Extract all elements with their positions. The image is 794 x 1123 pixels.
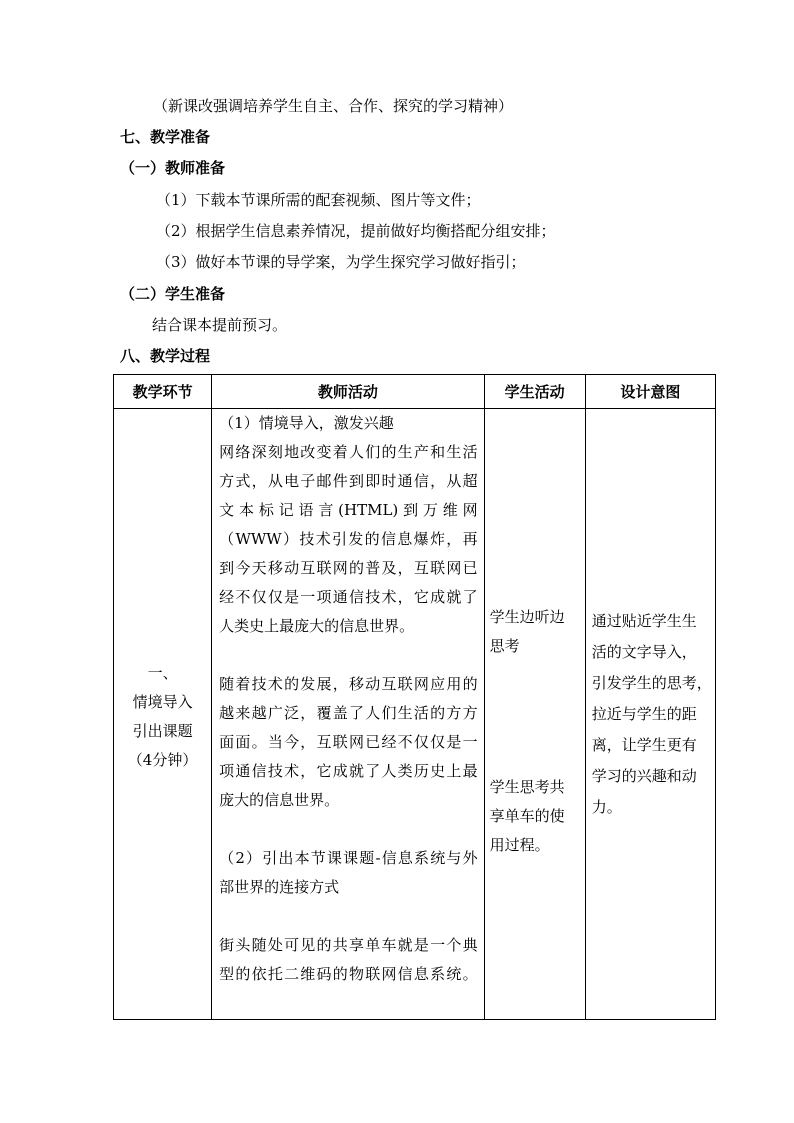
stage-line: 一、	[147, 664, 178, 682]
teacher-line: 人类史上最庞大的信息世界。	[219, 617, 415, 635]
design-line: 通过贴近学生生	[591, 611, 697, 630]
student-activity-cell	[484, 409, 585, 1020]
teacher-line	[219, 815, 477, 844]
teacher-line	[219, 902, 477, 931]
teacher-line: 街头随处可见的共享单车就是一个典	[219, 936, 478, 954]
teacher-line: 面面。当今，互联网已经不仅仅是一	[219, 733, 478, 751]
teacher-line: 随着技术的发展，移动互联网应用的	[219, 675, 478, 693]
teacher-activity-cell	[212, 409, 484, 1020]
teacher-prep-heading: （一）教师准备	[120, 159, 226, 177]
student-line: 享单车的使	[489, 807, 565, 825]
teacher-line: 网络深刻地改变着人们的生产和生活	[219, 443, 478, 461]
student-prep-text: 结合课本提前预习。	[152, 316, 288, 334]
stage-line: （4分钟）	[127, 751, 198, 769]
student-prep-heading: （二）学生准备	[120, 285, 226, 303]
teacher-line: （1）情境导入，激发兴趣	[219, 414, 394, 432]
header-teacher-activity: 教师活动	[212, 375, 484, 409]
student-line: 学生边听边	[489, 608, 565, 626]
header-stage: 教学环节	[114, 375, 212, 409]
header-student-activity: 学生活动	[484, 375, 585, 409]
design-line: 力。	[591, 797, 622, 816]
teacher-line: （2）引出本节课课题-信息系统与外	[219, 849, 478, 867]
student-line: 学生思考共	[489, 778, 565, 796]
teacher-prep-item-2: （2）根据学生信息素养情况，提前做好均衡搭配分组安排；	[156, 222, 556, 240]
student-line: 用过程。	[489, 836, 550, 854]
teacher-line: 到今天移动互联网的普及，互联网已	[219, 559, 478, 577]
table-header-row	[114, 375, 716, 409]
teaching-process-table	[113, 374, 716, 1020]
design-line: 活的文字导入，	[591, 642, 697, 661]
teacher-line: 庞大的信息世界。	[219, 791, 340, 809]
design-line: 拉近与学生的距	[591, 704, 697, 723]
design-line: 引发学生的思考，	[591, 673, 712, 692]
student-line: 思考	[489, 637, 520, 655]
table-row	[114, 409, 716, 1020]
teacher-line: 部世界的连接方式	[219, 878, 340, 896]
section7-heading: 七、教学准备	[120, 128, 211, 146]
teacher-line	[219, 641, 477, 670]
teacher-line: 项通信技术，它成就了人类历史上最	[219, 762, 478, 780]
design-line: 学习的兴趣和动	[591, 766, 697, 785]
header-design-intent: 设计意图	[585, 375, 715, 409]
design-line: 离，让学生更有	[591, 735, 697, 754]
stage-line: 情境导入	[132, 693, 193, 711]
teacher-line: 经不仅仅是一项通信技术，它成就了	[219, 588, 478, 606]
teacher-line: 方式，从电子邮件到即时通信，从超	[219, 472, 478, 490]
teacher-line: （WWW）技术引发的信息爆炸，再	[219, 530, 478, 548]
teacher-line: 越来越广泛，覆盖了人们生活的方方	[219, 704, 478, 722]
teacher-line: 文本标记语言(HTML)到万维网	[219, 501, 478, 519]
intro-line: （新课改强调培养学生自主、合作、探究的学习精神）	[153, 97, 514, 115]
design-intent-cell	[585, 409, 715, 1020]
stage-line: 引出课题	[132, 722, 193, 740]
teacher-prep-item-1: （1）下载本节课所需的配套视频、图片等文件；	[156, 191, 481, 209]
section8-heading: 八、教学过程	[120, 347, 211, 365]
stage-cell	[114, 409, 212, 1020]
teacher-prep-item-3: （3）做好本节课的导学案，为学生探究学习做好指引；	[156, 253, 526, 271]
teacher-line: 型的依托二维码的物联网信息系统。	[219, 965, 478, 983]
